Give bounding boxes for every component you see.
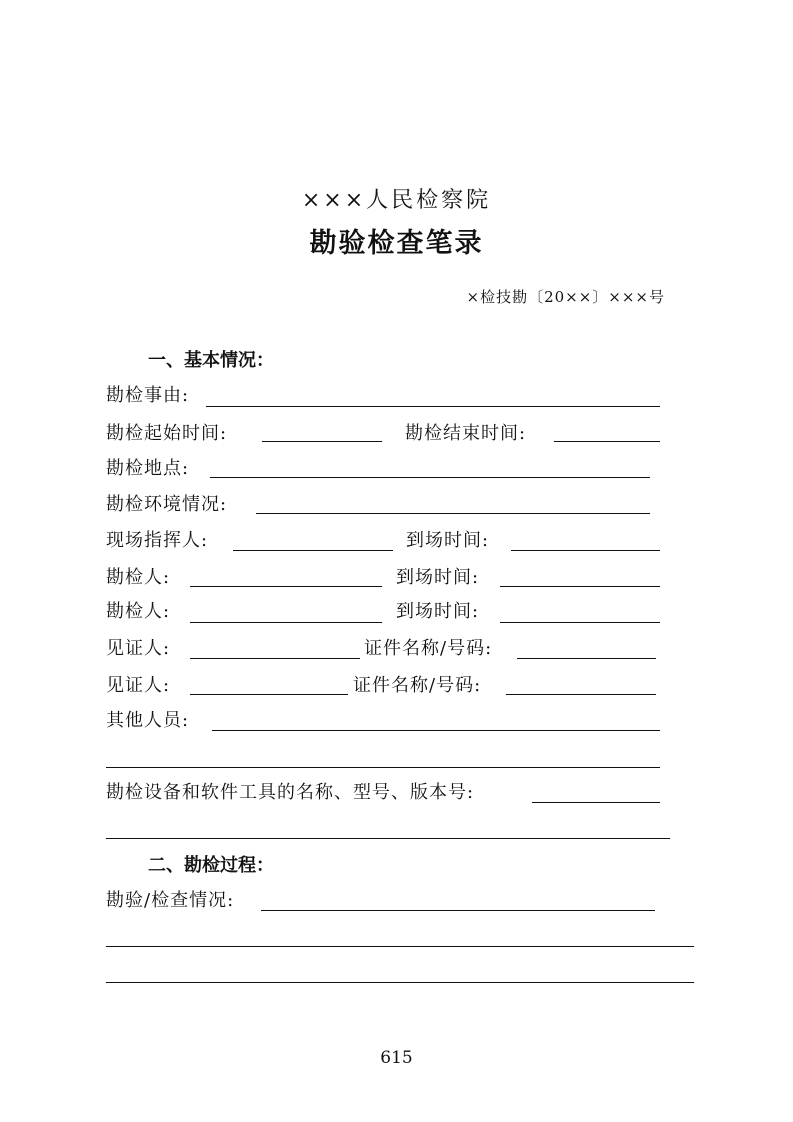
equipment-label: 勘检设备和软件工具的名称、型号、版本号: [106, 782, 475, 803]
end-time-field[interactable] [554, 441, 660, 442]
inspector-2-label: 勘检人: [106, 601, 171, 622]
environment-field[interactable] [256, 513, 650, 514]
arrival-time-3-label: 到场时间: [396, 601, 480, 622]
end-time-label: 勘检结束时间: [405, 423, 527, 444]
section-basic-info-heading: 一、基本情况： [148, 350, 274, 371]
environment-label: 勘检环境情况: [106, 494, 228, 515]
page-number: 615 [380, 1048, 413, 1068]
situation-label: 勘验/检查情况: [106, 890, 235, 911]
reason-label: 勘检事由: [106, 385, 190, 406]
witness-1-field[interactable] [190, 658, 360, 659]
location-field[interactable] [210, 477, 650, 478]
start-time-field[interactable] [262, 441, 382, 442]
document-title: 勘验检查笔录 [309, 228, 484, 259]
id-2-field[interactable] [506, 694, 656, 695]
organization-name: ×××人民检察院 [301, 188, 492, 213]
inspector-2-field[interactable] [190, 622, 382, 623]
witness-1-label: 见证人: [106, 638, 171, 659]
arrival-time-2-field[interactable] [500, 586, 660, 587]
situation-field-continuation-1[interactable] [106, 946, 694, 947]
witness-2-label: 见证人: [106, 675, 171, 696]
others-field-continuation[interactable] [106, 767, 660, 768]
witness-2-field[interactable] [190, 694, 348, 695]
arrival-time-1-field[interactable] [511, 550, 660, 551]
commander-field[interactable] [233, 550, 393, 551]
situation-field[interactable] [261, 910, 655, 911]
id-2-label: 证件名称/号码: [353, 675, 482, 696]
document-number: ×检技勘〔20××〕×××号 [466, 288, 665, 306]
id-1-field[interactable] [517, 658, 656, 659]
equipment-field[interactable] [532, 802, 660, 803]
others-label: 其他人员: [106, 710, 190, 731]
inspector-1-label: 勘检人: [106, 567, 171, 588]
equipment-field-continuation[interactable] [106, 838, 670, 839]
inspector-1-field[interactable] [190, 586, 382, 587]
location-label: 勘检地点: [106, 458, 190, 479]
arrival-time-3-field[interactable] [500, 622, 660, 623]
others-field[interactable] [212, 730, 660, 731]
section-process-heading: 二、勘检过程： [148, 855, 274, 876]
situation-field-continuation-2[interactable] [106, 982, 694, 983]
arrival-time-2-label: 到场时间: [396, 567, 480, 588]
commander-label: 现场指挥人: [106, 530, 209, 551]
id-1-label: 证件名称/号码: [364, 638, 493, 659]
arrival-time-1-label: 到场时间: [406, 530, 490, 551]
start-time-label: 勘检起始时间: [106, 423, 228, 444]
reason-field[interactable] [206, 406, 660, 407]
